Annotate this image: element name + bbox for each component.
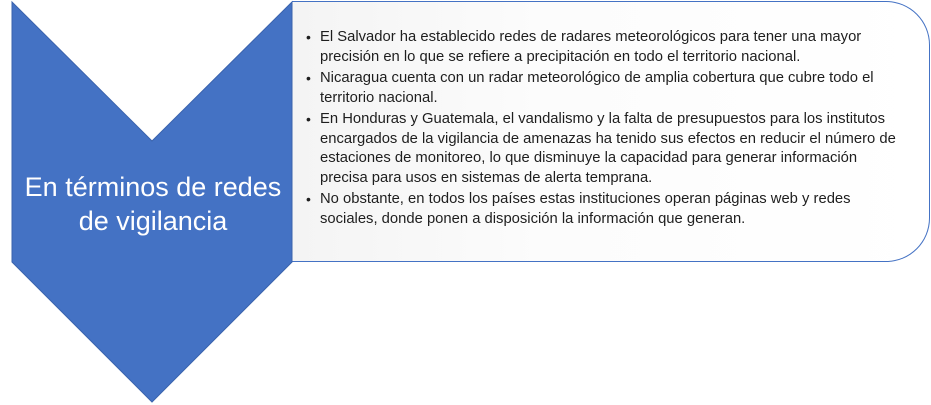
list-item [306,190,906,229]
bullet-dot-icon: • [306,70,311,86]
bullet-text: En Honduras y Guatemala, el vandalismo y la falta de presupuestos para los institutos encargados de la vigilancia de amenazas ha tenido sus efectos en reducir el número de estaciones de monitoreo, lo que disminuye la capacidad para generar información precisa para usos en sistemas de alerta temprana. [320,111,896,186]
chevron-label: En términos de redes de vigilancia [24,172,282,236]
list-item [306,69,906,108]
bullet-text: Nicaragua cuenta con un radar meteorológico de amplia cobertura que cubre todo el territorio nacional. [320,70,874,106]
bullet-list [306,28,906,231]
list-item [306,28,906,67]
bullet-dot-icon: • [306,191,311,207]
bullet-text: El Salvador ha establecido redes de radares meteorológicos para tener una mayor precisión en lo que se refiere a precipitación en todo el territorio nacional. [320,29,862,65]
bullet-text: No obstante, en todos los países estas instituciones operan páginas web y redes sociales, donde ponen a disposición la información que generan. [320,191,851,227]
bullet-dot-icon: • [306,29,311,45]
list-item [306,110,906,188]
bullet-dot-icon: • [306,111,311,127]
